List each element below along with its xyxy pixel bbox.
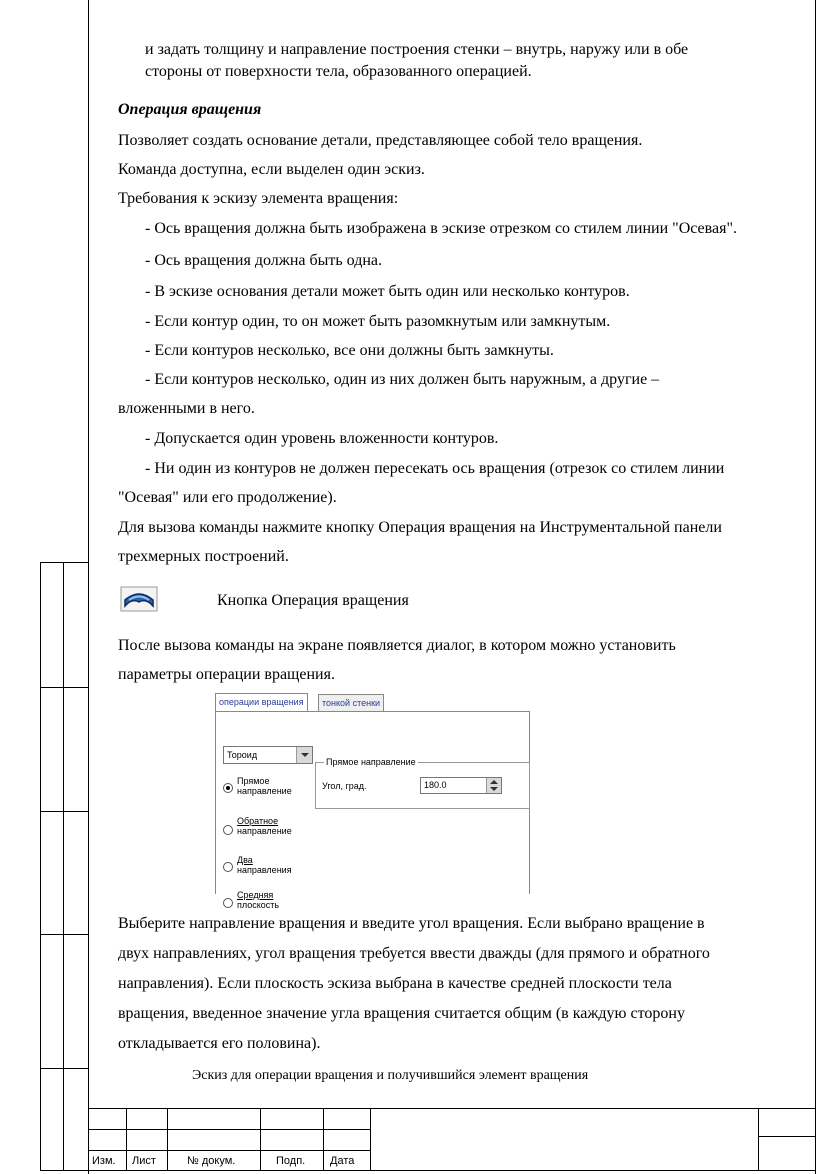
call-line-2: трехмерных построений. [118, 548, 289, 565]
requirement-2: - Ось вращения должна быть одна. [145, 252, 382, 269]
radio-forward-label [237, 776, 317, 796]
radio-forward[interactable] [223, 783, 233, 793]
stamp-label-doc: № докум. [187, 1155, 236, 1167]
chevron-down-icon[interactable] [296, 747, 312, 763]
stamp-row-2 [88, 1150, 370, 1151]
margin-row-4 [40, 934, 88, 935]
after-line-1: После вызова команды на экране появляется диалог, в котором можно установить [118, 637, 676, 654]
radio-mid-plane-label [237, 890, 317, 910]
spin-down-icon[interactable] [490, 787, 498, 791]
margin-col-mid [63, 562, 64, 1171]
angle-input[interactable] [420, 777, 502, 794]
radio-reverse-label [237, 816, 317, 836]
figure-caption: Эскиз для операции вращения и получившийся элемент вращения [192, 1068, 589, 1083]
intro-line-1: и задать толщину и направление построения стенки – внутрь, наружу или в обе [145, 41, 689, 58]
radio-forward-line2: направление [237, 786, 292, 796]
intro-line-2: стороны от поверхности тела, образованного операцией. [145, 63, 532, 80]
choose-line-2: двух направлениях, угол вращения требуется ввести дважды (для прямого и обратного [118, 945, 710, 962]
stamp-label-list: Лист [132, 1155, 156, 1167]
button-caption: Кнопка Операция вращения [217, 592, 409, 609]
margin-row-1 [40, 562, 88, 563]
call-line-1: Для вызова команды нажмите кнопку Операция вращения на Инструментальной панели [118, 519, 722, 536]
radio-mid-line2: плоскость [237, 900, 280, 910]
margin-row-2 [40, 687, 88, 688]
stamp-sheet-row [758, 1136, 816, 1137]
tab-thin-wall[interactable]: тонкой стенки [318, 694, 384, 712]
dialog-panel [215, 711, 530, 910]
revolve-dialog [212, 694, 530, 910]
margin-row-3 [40, 811, 88, 812]
choose-line-3: направления). Если плоскость эскиза выбрана в качестве средней плоскости тела [118, 975, 672, 992]
stamp-v-6 [758, 1108, 759, 1171]
section-heading: Операция вращения [118, 101, 262, 118]
requirement-3: - В эскизе основания детали может быть один или несколько контуров. [145, 283, 630, 300]
paragraph-3: Требования к эскизу элемента вращения: [118, 190, 399, 207]
radio-reverse[interactable] [223, 825, 233, 835]
radio-two-line1: Два [237, 855, 253, 865]
paragraph-2: Команда доступна, если выделен один эскиз. [118, 161, 425, 178]
frame-left [88, 0, 89, 1174]
angle-label-text: Угол, град. [322, 781, 367, 791]
spin-up-icon[interactable] [490, 780, 498, 784]
radio-mid-plane[interactable] [223, 898, 233, 908]
margin-col-left [40, 562, 41, 1171]
tab-revolve-operation[interactable]: операции вращения [215, 693, 308, 712]
radio-mid-line1: Средняя [237, 890, 274, 900]
stamp-v-5 [370, 1108, 371, 1171]
stamp-v-1 [126, 1108, 127, 1171]
choose-line-4: вращения, введенное значение угла вращения считается общим (в каждую сторону [118, 1005, 685, 1022]
radio-reverse-line1: Обратное [237, 816, 279, 826]
stamp-row-1 [88, 1129, 370, 1130]
stamp-label-izm: Изм. [92, 1155, 116, 1167]
angle-label [322, 780, 367, 792]
requirement-5: - Если контуров несколько, все они должны быть замкнуты. [145, 342, 554, 359]
stamp-v-2 [167, 1108, 168, 1171]
stamp-v-3 [260, 1108, 261, 1171]
radio-reverse-line2: направление [237, 826, 292, 836]
choose-line-1: Выберите направление вращения и введите угол вращения. Если выбрано вращение в [118, 915, 705, 932]
radio-forward-line1: Прямое [237, 776, 270, 786]
frame-bottom [40, 1170, 816, 1171]
stamp-top [88, 1108, 816, 1109]
requirement-8-cont: "Осевая" или его продолжение). [118, 489, 337, 506]
requirement-6: - Если контуров несколько, один из них должен быть наружным, а другие – [145, 371, 660, 388]
requirement-8: - Ни один из контуров не должен пересекать ось вращения (отрезок со стилем линии [145, 460, 725, 477]
angle-input-value: 180.0 [424, 780, 447, 790]
radio-two-directions-label [237, 855, 317, 875]
paragraph-1: Позволяет создать основание детали, представляющее собой тело вращения. [118, 132, 643, 149]
radio-two-line2: направления [237, 865, 292, 875]
stamp-v-4 [323, 1108, 324, 1171]
requirement-1: - Ось вращения должна быть изображена в эскизе отрезком со стилем линии "Осевая". [145, 220, 737, 237]
revolve-operation-icon[interactable] [120, 586, 158, 612]
group-title: Прямое направление [326, 757, 416, 767]
requirement-4: - Если контур один, то он может быть разомкнутым или замкнутым. [145, 313, 611, 330]
shape-select-value: Тороид [227, 750, 258, 760]
radio-two-directions[interactable] [223, 862, 233, 872]
stamp-label-date: Дата [330, 1155, 355, 1167]
spin-arrows-icon[interactable] [486, 778, 501, 793]
choose-line-5: откладывается его половина). [118, 1035, 321, 1052]
after-line-2: параметры операции вращения. [118, 666, 335, 683]
shape-select[interactable] [223, 746, 313, 764]
requirement-7: - Допускается один уровень вложенности контуров. [145, 430, 499, 447]
margin-row-5 [40, 1068, 88, 1069]
requirement-6-cont: вложенными в него. [118, 400, 255, 417]
stamp-label-sign: Подп. [276, 1155, 306, 1167]
forward-direction-group [315, 757, 530, 809]
revolve-operation-icon-graphic [120, 586, 158, 612]
